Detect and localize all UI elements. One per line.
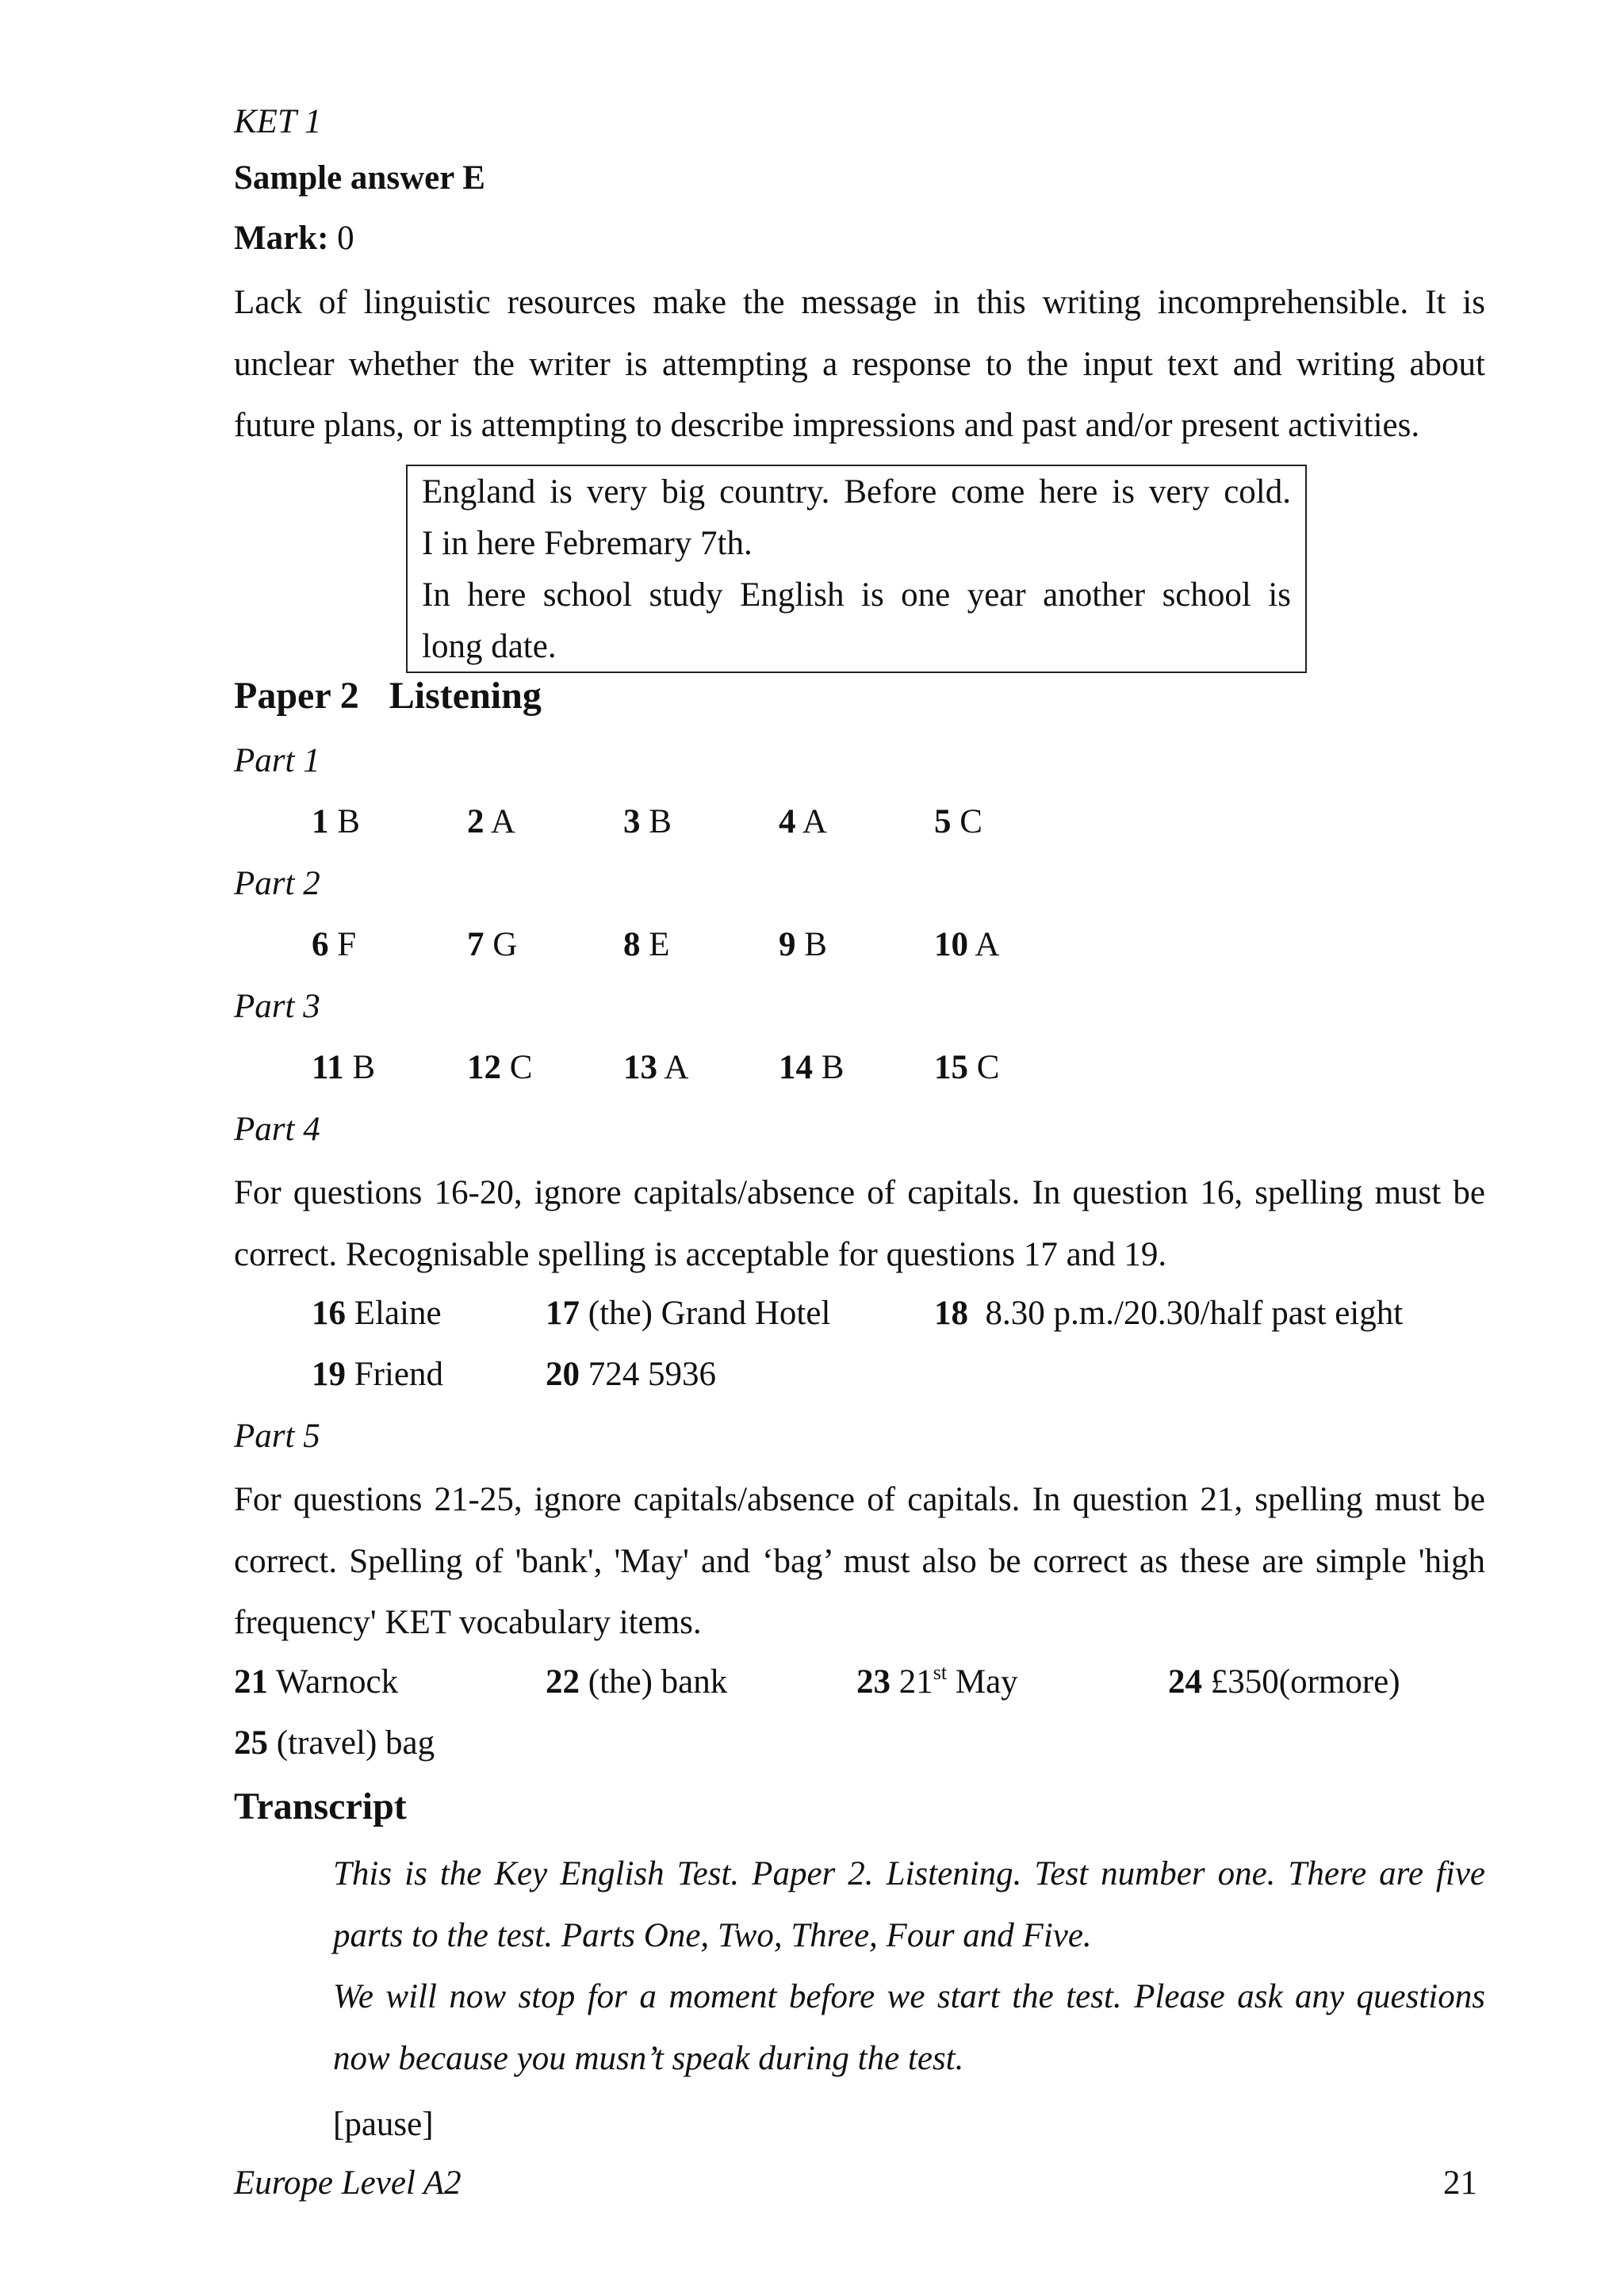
mark-line <box>234 218 354 259</box>
answer-14: 14 B <box>779 1049 845 1086</box>
part-4-label: Part 4 <box>234 1111 320 1148</box>
mark-label: Mark: <box>234 220 329 257</box>
answer-9: 9 B <box>779 926 827 963</box>
transcript-heading: Transcript <box>234 1785 407 1827</box>
answer-6: 6 F <box>312 926 357 963</box>
page-number: 21 <box>1443 2164 1477 2202</box>
sample-line-2: I in here Febremary 7th. <box>422 525 753 562</box>
transcript-pause: [pause] <box>333 2106 434 2143</box>
answer-16: 16 Elaine <box>312 1295 442 1332</box>
sample-writing-box <box>406 465 1307 673</box>
answer-25: 25 (travel) bag <box>234 1724 435 1762</box>
answer-4: 4 A <box>779 803 827 840</box>
sample-line-4: long date. <box>422 628 557 665</box>
part-1-label: Part 1 <box>234 742 320 779</box>
paper-subtitle: Listening <box>389 675 542 717</box>
answer-11: 11 B <box>312 1049 376 1086</box>
test-label: KET 1 <box>234 103 322 140</box>
answer-15: 15 C <box>934 1049 1000 1086</box>
answer-1: 1 B <box>312 803 360 840</box>
answer-3: 3 B <box>623 803 672 840</box>
answer-21: 21 Warnock <box>234 1663 399 1701</box>
answer-23: 23 21st May <box>856 1660 1018 1701</box>
answer-20: 20 724 5936 <box>546 1356 716 1393</box>
answer-5: 5 C <box>934 803 982 840</box>
part-5-note: For questions 21-25, ignore capitals/absence of capitals. In question 21, spelling must be correct. Spelling of 'bank', 'May' and ‘bag’ must also be correct as these are simple 'high frequency' KET vocabulary items. <box>234 1481 1485 1641</box>
transcript-paragraph-1: This is the Key English Test. Paper 2. Listening. Test number one. There are five parts to the test. Parts One, Two, Three, Four and Five. <box>333 1855 1485 1954</box>
sample-line-3: In here school study English is one year another school is <box>422 576 1291 614</box>
answer-18: 18 8.30 p.m./20.30/half past eight <box>934 1295 1404 1332</box>
answer-8: 8 E <box>623 926 670 963</box>
answer-17: 17 (the) Grand Hotel <box>546 1295 831 1332</box>
examiner-comment: Lack of linguistic resources make the message in this writing incomprehensible. It is unclear whether the writer is attempting a response to the input text and writing about future plans, or is attempting to describe impressions and past and/or present activities. <box>234 284 1485 444</box>
sample-line-1: England is very big country. Before come here is very cold. <box>422 473 1291 511</box>
sample-answer-heading: Sample answer E <box>234 159 485 197</box>
answer-13: 13 A <box>623 1049 689 1086</box>
answer-12: 12 C <box>467 1049 533 1086</box>
answer-24: 24 £350(ormore) <box>1168 1663 1400 1701</box>
answer-10: 10 A <box>934 926 1000 963</box>
paper-heading <box>234 675 542 717</box>
answer-22: 22 (the) bank <box>546 1663 728 1701</box>
answer-7: 7 G <box>467 926 518 963</box>
answer-2: 2 A <box>467 803 515 840</box>
answer-19: 19 Friend <box>312 1356 444 1393</box>
mark-value: 0 <box>337 220 354 257</box>
transcript-paragraph-2: We will now stop for a moment before we start the test. Please ask any questions now because you musn’t speak during the test. <box>333 1978 1485 2077</box>
paper-title: Paper 2 <box>234 675 359 717</box>
part-4-note: For questions 16-20, ignore capitals/absence of capitals. In question 16, spelling must be correct. Recognisable spelling is acceptable for questions 17 and 19. <box>234 1174 1485 1273</box>
part-5-label: Part 5 <box>234 1418 320 1455</box>
part-2-label: Part 2 <box>234 865 320 902</box>
footer-level: Europe Level A2 <box>234 2164 462 2202</box>
part-3-label: Part 3 <box>234 988 320 1025</box>
